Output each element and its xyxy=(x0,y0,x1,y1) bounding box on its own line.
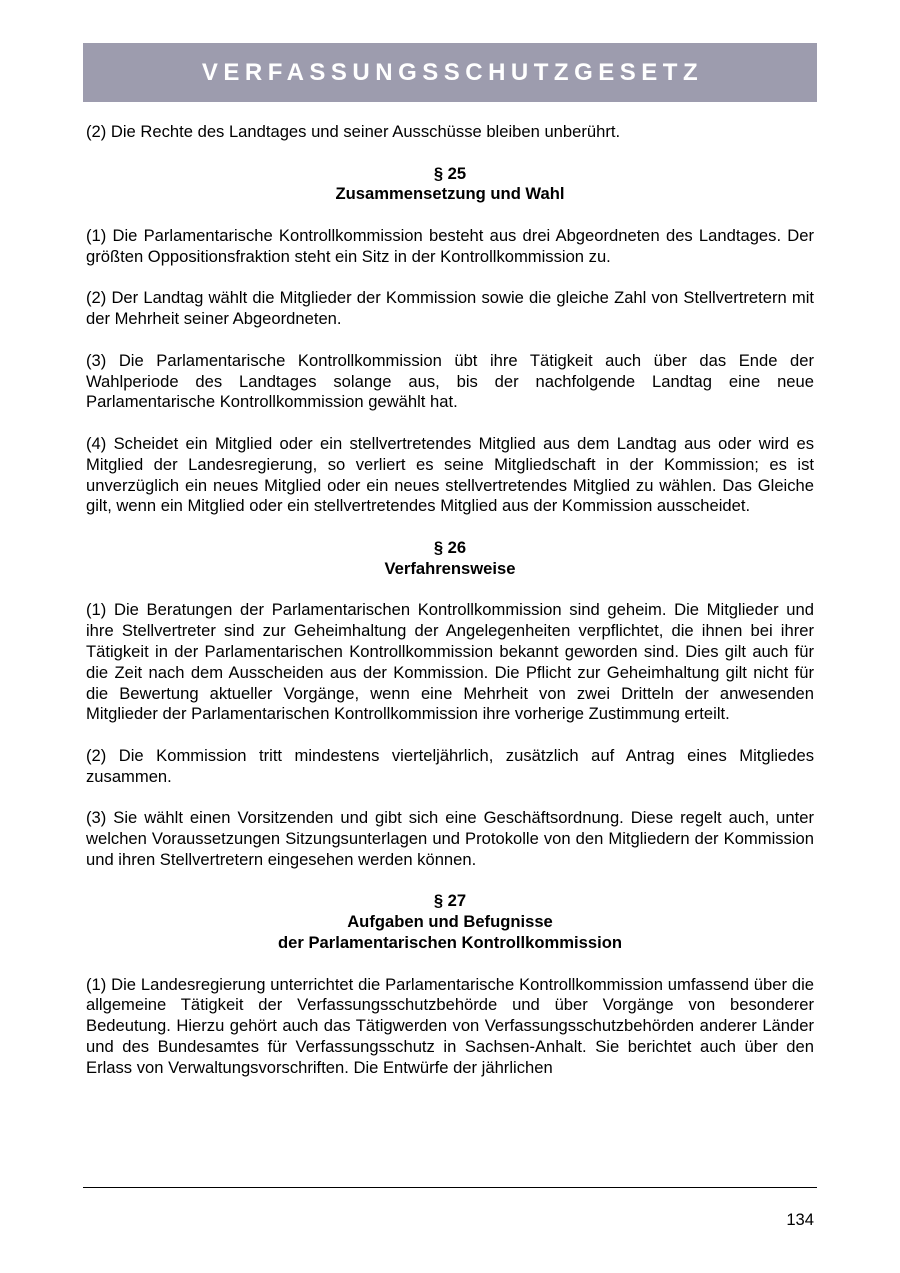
document-title: VERFASSUNGSSCHUTZGESETZ xyxy=(201,58,704,86)
section-title-continued: der Parlamentarischen Kontrollkommission xyxy=(278,933,622,953)
paragraph: (3) Sie wählt einen Vorsitzenden und gibt sich eine Geschäftsordnung. Diese regelt auch, unter welchen Voraussetzungen Sitzungsunterlagen und Protokolle von den Mitgliedern der Kommission und ihren Stellvertretern eingesehen werden können. xyxy=(86,808,814,869)
section-title: Aufgaben und Befugnisse xyxy=(347,912,553,932)
page-number: 134 xyxy=(786,1210,814,1229)
footer-divider xyxy=(83,1187,817,1188)
section-title: Zusammensetzung und Wahl xyxy=(335,184,565,204)
section-heading-26 xyxy=(86,538,814,580)
section-title: Verfahrensweise xyxy=(384,558,516,578)
document-body xyxy=(86,122,814,1099)
header-band xyxy=(83,43,817,102)
section-heading-25 xyxy=(86,164,814,206)
paragraph: (3) Die Parlamentarische Kontrollkommission übt ihre Tätigkeit auch über das Ende der Wahlperiode des Landtages solange aus, bis der nachfolgende Landtag eine neue Parlamentarische Kontrollkommission gewählt hat. xyxy=(86,350,814,412)
paragraph: (1) Die Beratungen der Parlamentarischen Kontrollkommission sind geheim. Die Mitglieder und ihre Stellvertreter sind zur Geheimhaltung der Angelegenheiten verpflichtet, die ihnen bei ihrer Tätigkeit in der Parlamentarischen Kontrollkommission bekannt geworden sind. Dies gilt auch für die Zeit nach dem Ausscheiden aus der Kommission. Die Pflicht zur Geheimhaltung gilt nicht für die Bewertung aktueller Vorgänge, wenn eine Mehrheit von zwei Dritteln der anwesenden Mitglieder der Parlamentarischen Kontrollkommission ihre vorherige Zustimmung erteilt. xyxy=(86,600,814,724)
paragraph: (1) Die Landesregierung unterrichtet die Parlamentarische Kontrollkommission umfassend über die allgemeine Tätigkeit der Verfassungsschutzbehörde und über Vorgänge von besonderer Bedeutung. Hierzu gehört auch das Tätigwerden von Verfassungsschutzbehörden anderer Länder und des Bundesamtes für Verfassungsschutz in Sachsen-Anhalt. Sie berichtet auch über den Erlass von Verwaltungsvorschriften. Die Entwürfe der jährlichen xyxy=(86,974,814,1077)
paragraph: (4) Scheidet ein Mitglied oder ein stellvertretendes Mitglied aus dem Landtag aus oder wird es Mitglied der Landesregierung, so verliert es seine Mitgliedschaft in der Kommission; es ist unverzüglich ein neues Mitglied oder ein neues stellvertretendes Mitglied zu wählen. Das Gleiche gilt, wenn ein Mitglied oder ein stellvertretendes Mitglied aus der Kommission ausscheidet. xyxy=(86,433,814,516)
section-number: § 26 xyxy=(433,537,467,557)
section-number: § 27 xyxy=(433,891,467,911)
paragraph: (2) Der Landtag wählt die Mitglieder der Kommission sowie die gleiche Zahl von Stellvertretern mit der Mehrheit seiner Abgeordneten. xyxy=(86,288,814,329)
paragraph: (1) Die Parlamentarische Kontrollkommission besteht aus drei Abgeordneten des Landtages. Der größten Oppositionsfraktion steht ein Sitz in der Kontrollkommission zu. xyxy=(86,225,814,266)
section-number: § 25 xyxy=(433,163,467,183)
intro-paragraph: (2) Die Rechte des Landtages und seiner Ausschüsse bleiben unberührt. xyxy=(86,122,621,141)
section-heading-27 xyxy=(86,891,814,953)
paragraph: (2) Die Kommission tritt mindestens vierteljährlich, zusätzlich auf Antrag eines Mitgliedes zusammen. xyxy=(86,745,814,786)
